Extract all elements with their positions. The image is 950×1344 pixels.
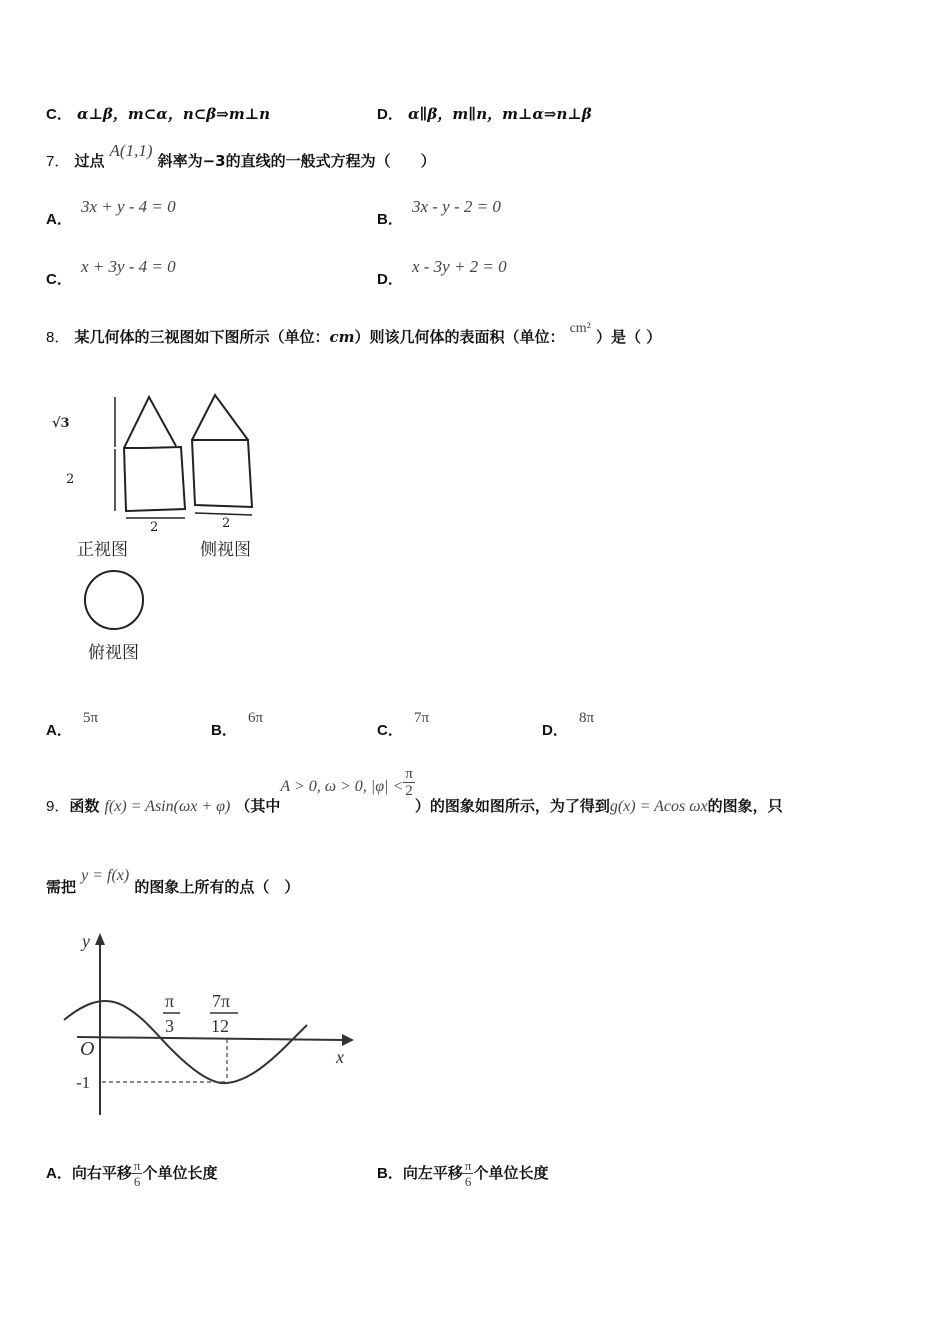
q9-stem-line1 [46,766,783,815]
option-fraction [132,1158,143,1189]
question-text: 斜率为−3的直线的一般式方程为（ ） [157,152,436,170]
q7-option-b[interactable] [377,196,501,228]
question-number: 7． [46,153,70,170]
q7-stem [46,141,436,171]
fraction-denominator: 6 [464,1174,472,1189]
question-text: 函数 [69,797,100,815]
question-text: ）的图象如图所示，为了得到 [414,797,610,815]
x-axis [77,1037,344,1040]
option-text: α⊥β，m⊂α，n⊂β⇒m⊥n [76,105,271,123]
option-label: D． [377,106,403,123]
q7-option-d[interactable] [377,256,507,288]
unit-cm: cm [329,328,355,346]
option-text: α∥β，m∥n，m⊥α⇒n⊥β [407,105,592,123]
side-view-label: 侧视图 [200,540,251,560]
dim-width-front-label: 2 [150,520,159,535]
front-view-triangle [124,397,176,448]
function-expr: f(x) = Asin(ωx + φ) [104,798,231,815]
dim-height-label: 2 [66,472,75,487]
question-number: 9． [46,798,70,815]
option-expr: 8π [578,710,595,726]
top-view-circle [85,571,143,629]
condition-expr: A > 0, ω > 0, |φ| < [280,778,404,795]
option-expr: 6π [247,710,264,726]
condition-fraction [403,766,415,799]
q7-option-a[interactable] [46,196,176,228]
q8-option-d[interactable] [542,706,595,739]
option-text: 向左平移 [402,1164,463,1182]
dim-line-width-side [195,513,252,515]
tick1-numerator: π [165,991,175,1011]
option-expr: 5π [82,710,99,726]
three-views-figure [40,385,280,675]
q8-stem [46,321,662,347]
point-expr: A(1,1) [109,141,153,160]
question-text: 需把 [46,878,77,896]
option-label: C． [46,271,72,288]
front-view-label: 正视图 [77,540,128,560]
side-view-square [192,440,252,507]
fraction-denominator: 6 [133,1174,141,1189]
q9-option-b[interactable] [377,1158,548,1189]
fraction-denominator: 2 [405,783,413,799]
question-text: 的图象上所有的点（ ） [134,878,300,896]
option-label: C． [46,106,72,123]
y-axis-label: y [82,931,90,951]
top-view-label: 俯视图 [88,643,139,663]
side-view [192,395,252,515]
dim-width-side-label: 2 [222,516,231,531]
question-text: 某几何体的三视图如下图所示（单位： [74,328,330,346]
option-label: B． [377,1165,403,1182]
front-view [115,397,185,518]
question-text: （其中 [235,797,281,815]
option-expr: 3x + y - 4 = 0 [80,197,176,216]
origin-label: O [80,1038,95,1060]
option-label: A． [46,211,72,228]
option-text: 个单位长度 [142,1164,218,1182]
q9-option-a[interactable] [46,1158,217,1189]
option-label: D． [542,722,568,739]
side-view-triangle [192,395,248,440]
q9-stem-line2 [46,864,300,896]
option-fraction [463,1158,474,1189]
option-label: D． [377,271,403,288]
dim-sqrt3-label: √3 [52,416,70,431]
tick2-numerator: 7π [212,991,231,1011]
question-number: 8． [46,329,70,346]
option-text: 个单位长度 [473,1164,549,1182]
tick2-denominator: 12 [211,1016,229,1036]
y-function-expr: y = f(x) [81,867,130,884]
g-function-expr: g(x) = Acos ωx [609,798,708,815]
question-text: 的图象，只 [707,797,783,815]
option-expr: 7π [413,710,430,726]
option-expr: x - 3y + 2 = 0 [411,257,507,276]
q8-option-b[interactable] [211,706,264,739]
question-text: ）则该几何体的表面积（单位： [354,328,565,346]
sine-graph [62,925,362,1120]
fraction-numerator: π [405,766,413,782]
option-label: A． [46,722,72,739]
q6-option-c [46,103,270,124]
option-expr: 3x - y - 2 = 0 [411,197,501,216]
q8-option-c[interactable] [377,706,430,739]
option-expr: x + 3y - 4 = 0 [80,257,176,276]
fraction-numerator: π [133,1158,141,1173]
option-label: B． [211,722,237,739]
x-axis-arrow [342,1034,354,1046]
y-axis-arrow [95,933,105,945]
unit-cm2: cm² [569,321,591,336]
q8-option-a[interactable] [46,706,99,739]
tick1-denominator: 3 [165,1016,174,1036]
fraction-numerator: π [464,1158,472,1173]
min-value-label: -1 [76,1073,91,1092]
q7-option-c[interactable] [46,256,176,288]
x-axis-label: x [336,1047,344,1067]
question-text: 过点 [74,152,105,170]
q6-option-d [377,103,592,124]
option-label: C． [377,722,403,739]
front-view-square [124,447,185,511]
option-label: A． [46,1165,72,1182]
option-label: B． [377,211,403,228]
question-text: ）是（ ） [595,328,662,346]
option-text: 向右平移 [71,1164,132,1182]
